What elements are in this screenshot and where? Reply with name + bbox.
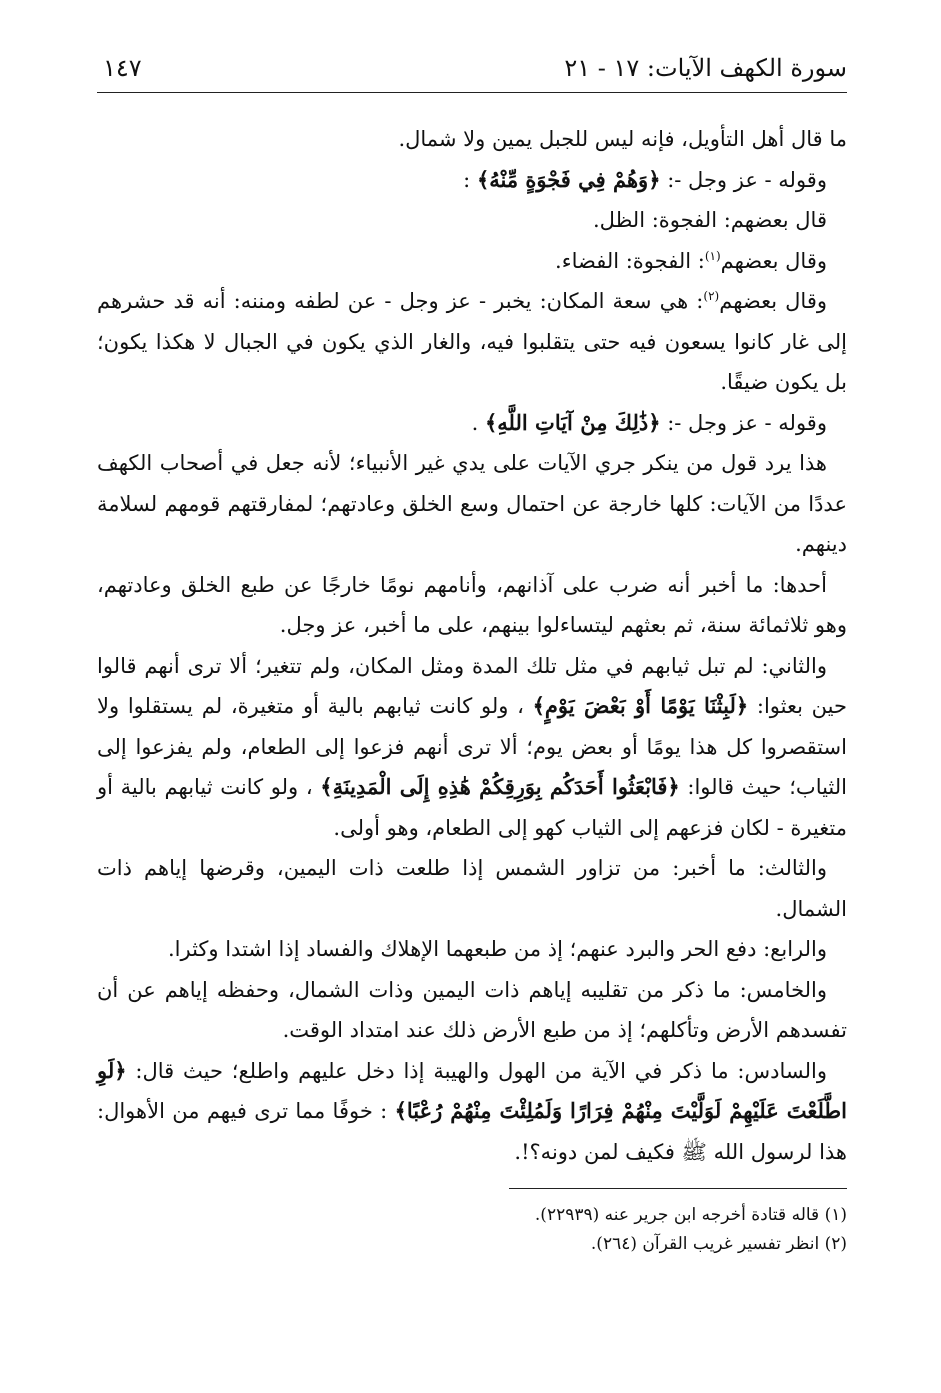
paragraph	[97, 281, 847, 403]
paragraph-text: وقوله - عز وجل -:	[660, 410, 827, 435]
quran-verse: ﴿وَهُمْ فِي فَجْوَةٍ مِّنْهُ﴾	[476, 166, 661, 192]
paragraph	[97, 929, 847, 970]
paragraph	[97, 241, 847, 282]
paragraph-text: والخامس: ما ذكر من تقليبه إياهم ذات اليمين وذات الشمال، وحفظه إياهم عن أن تفسدهم الأرض وتأكلهم؛ إذ من طبع الأرض ذلك عند امتداد الوقت.	[97, 977, 847, 1042]
book-page	[97, 48, 847, 1348]
paragraph-text: ، ولو كانت ثيابهم بالية أو متغيرة - لكان فزعهم إلى الثياب كهو إلى الطعام، وهو أولى.	[97, 775, 847, 840]
paragraph	[97, 970, 847, 1051]
paragraph-text: : هي سعة المكان: يخبر - عز وجل - عن لطفه ومننه: أنه قد حشرهم إلى غار كانوا يسعون فيه حتى يتقلبوا فيه، والغار الذي يكون في الجبال لا هكذا يكون؛ بل يكون ضيقًا.	[97, 289, 847, 394]
paragraph-text: أحدها: ما أخبر أنه ضرب على آذانهم، وأنامهم نومًا خارجًا عن طبع الخلق وعادتهم، وهو ثلاثمائة سنة، ثم بعثهم ليتساءلوا بينهم، على ما أخبر، عز وجل.	[97, 572, 847, 637]
quran-verse: ﴿ذَٰلِكَ مِنْ آيَاتِ اللَّهِ﴾	[484, 409, 661, 435]
page-number: ١٤٧	[103, 54, 142, 82]
paragraph	[97, 443, 847, 565]
paragraph	[97, 119, 847, 160]
paragraph	[97, 848, 847, 929]
footnote-divider	[509, 1188, 847, 1189]
paragraph-text: وقوله - عز وجل -:	[660, 167, 827, 192]
paragraph-text: والرابع: دفع الحر والبرد عنهم؛ إذ من طبعهما الإهلاك والفساد إذا اشتدا وكثرا.	[167, 937, 827, 961]
footnote-marker: (١)	[704, 248, 721, 263]
paragraph-text: والثالث: ما أخبر: من تزاور الشمس إذا طلعت ذات اليمين، وقرضها إياهم ذات الشمال.	[97, 856, 847, 921]
paragraph-text: : الفجوة: الفضاء.	[555, 248, 705, 273]
quran-verse: ﴿لَوِ اطَّلَعْتَ عَلَيْهِمْ لَوَلَّيْتَ مِنْهُمْ فِرَارًا وَلَمُلِئْتَ مِنْهُمْ رُعْبًا﴾	[97, 1057, 847, 1123]
body-text	[97, 119, 847, 1172]
paragraph-text: ما قال أهل التأويل، فإنه ليس للجبل يمين ولا شمال.	[398, 127, 847, 151]
paragraph	[97, 565, 847, 646]
paragraph	[97, 646, 847, 849]
paragraph-text: والسادس: ما ذكر في الآية من الهول والهيبة إذا دخل عليهم واطلع؛ حيث قال:	[126, 1058, 827, 1083]
footnote: (٢) انظر تفسير غريب القرآن (٢٦٤).	[590, 1234, 847, 1254]
footnotes	[97, 1201, 847, 1259]
surah-title: سورة الكهف الآيات: ١٧ - ٢١	[564, 54, 847, 82]
paragraph	[97, 200, 847, 241]
paragraph	[97, 1051, 847, 1173]
quran-verse: ﴿فَابْعَثُوا أَحَدَكُم بِوَرِقِكُمْ هَٰذِهِ إِلَى الْمَدِينَةِ﴾	[320, 774, 680, 799]
paragraph-text: : خوفًا مما ترى فيهم من الأهوال: هذا لرسول الله ﷺ فكيف لمن دونه؟!.	[97, 1099, 847, 1164]
footnote-marker: (٢)	[703, 289, 720, 303]
paragraph-text: ، ولو كانت ثيابهم بالية أو متغيرة، لم يستقلوا ولا استقصروا كل هذا يومًا أو بعض يوم؛ ألا ترى أنهم فزعوا إلى الطعام، ولم يفزعوا إلى الثياب؛ حيث قالوا:	[97, 694, 847, 799]
paragraph-text: قال بعضهم: الفجوة: الظل.	[592, 208, 827, 232]
paragraph	[97, 160, 847, 201]
running-head	[97, 48, 847, 93]
paragraph-text: والثاني: لم تبل ثيابهم في مثل تلك المدة ومثل المكان، ولم تتغير؛ ألا ترى أنهم قالوا حين بعثوا:	[97, 653, 847, 718]
paragraph-text: وقال بعضهم	[720, 248, 827, 273]
quran-verse: ﴿لَبِثْنَا يَوْمًا أَوْ بَعْضَ يَوْمٍ﴾	[532, 693, 749, 718]
footnote: (١) قاله قتادة أخرجه ابن جرير عنه (٢٢٩٣٩).	[534, 1205, 847, 1225]
paragraph-text: .	[471, 410, 485, 435]
paragraph-text: هذا يرد قول من ينكر جري الآيات على يدي غير الأنبياء؛ لأنه جعل في أصحاب الكهف عددًا من الآيات: كلها خارجة عن احتمال وسع الخلق وعادتهم؛ لمفارقتهم قومهم لسلامة دينهم.	[97, 451, 847, 556]
paragraph-text: وقال بعضهم	[719, 289, 828, 313]
paragraph	[97, 403, 847, 444]
paragraph-text: :	[463, 167, 477, 192]
